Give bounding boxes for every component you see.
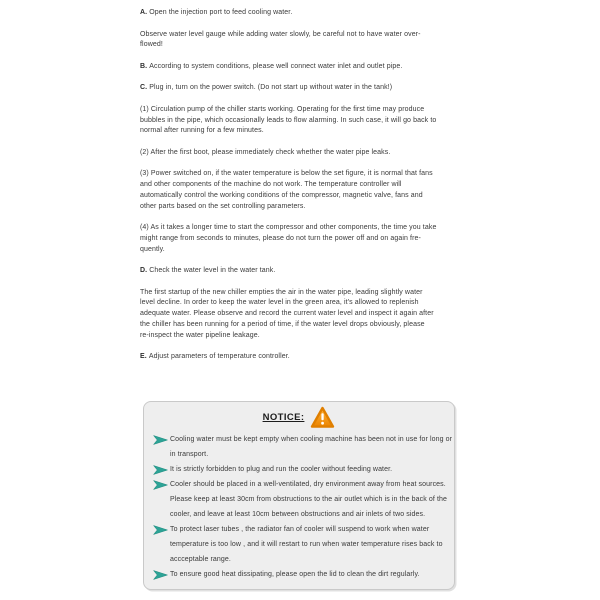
text-line: A. Open the injection port to feed cooling water. (140, 9, 293, 16)
arrow-right-icon (153, 480, 168, 490)
notice-item (170, 462, 446, 477)
notice-title: NOTICE: (262, 411, 305, 423)
text-line: flowed! (140, 41, 163, 49)
paragraph (140, 169, 464, 212)
notice-line: in transport. (170, 451, 209, 458)
step-letter: D. (140, 267, 150, 274)
text-line: the chiller has been running for a period of time, if the water level drops obviously, please (140, 320, 425, 328)
text-line: (1) Circulation pump of the chiller starts working. Operating for the first time may produce (140, 105, 425, 113)
text-line: (4) As it takes a longer time to start the compressor and other components, the time you take (140, 224, 437, 231)
paragraph (140, 8, 464, 19)
notice-item-list (144, 432, 454, 582)
text-line: quently. (140, 245, 165, 253)
text-line: and other components of the machine do not work. The temperature controller will (140, 181, 402, 188)
text-line: Observe water level gauge while adding water slowly, be careful not to have water over- (140, 30, 421, 38)
text-line: bubbles in the pipe, which occasionally leads to flow alarming. In such case, it will go back to (140, 116, 437, 124)
notice-box (143, 401, 455, 590)
text-line: The first startup of the new chiller empties the air in the water pipe, leading slightly water (140, 288, 423, 296)
paragraph (140, 83, 464, 94)
arrow-right-icon (153, 525, 168, 535)
text-line: re-inspect the water pipeline leakage. (140, 331, 260, 339)
step-letter: C. (140, 84, 150, 92)
text-line: adequate water. Please observe and record the current water level and inspect it again after (140, 310, 434, 317)
notice-item (170, 432, 453, 462)
paragraph (140, 105, 464, 137)
step-letter: E. (140, 353, 149, 360)
text-line: B. According to system conditions, please well connect water inlet and outlet pipe. (140, 62, 403, 70)
step-letter: B. (140, 62, 150, 70)
step-letter: A. (140, 9, 150, 16)
text-line: might range from seconds to minutes, please do not turn the power off and on again fre- (140, 234, 421, 242)
notice-item (170, 522, 446, 567)
paragraph (140, 148, 464, 159)
text-line: C. Plug in, turn on the power switch. (Do not start up without water in the tank!) (140, 84, 393, 92)
notice-header (144, 404, 454, 430)
notice-line: Please keep at least 30cm from obstructions to the air outlet which is in the back of the (170, 496, 447, 503)
text-line: E. Adjust parameters of temperature controller. (140, 353, 290, 360)
notice-line: Cooling water must be kept empty when cooling machine has been not in use for long or (170, 436, 453, 443)
instruction-text-block (140, 8, 464, 374)
notice-line: temperature is too low , and it will restart to run when water temperature rises back to (170, 541, 443, 548)
arrow-right-icon (153, 465, 168, 475)
notice-line: Cooler should be placed in a well-ventilated, dry environment away from heat sources. (170, 481, 446, 488)
arrow-right-icon (153, 570, 168, 580)
paragraph (140, 288, 464, 342)
notice-line: To ensure good heat dissipating, please open the lid to clean the dirt regularly. (170, 571, 420, 578)
text-line: automatically control the working conditions of the compressor, magnetic valve, fans and (140, 191, 423, 199)
text-line: normal after running for a few minutes. (140, 127, 264, 135)
text-line: level decline. In order to keep the water level in the green area, it's allowed to replenish (140, 299, 419, 307)
paragraph (140, 30, 464, 52)
paragraph (140, 352, 464, 363)
notice-line: It is strictly forbidden to plug and run the cooler without feeding water. (170, 466, 393, 473)
notice-item (170, 477, 446, 522)
arrow-right-icon (153, 435, 168, 445)
warning-triangle-icon (310, 406, 335, 429)
paragraph (140, 266, 464, 277)
text-line: (2) After the first boot, please immediately check whether the water pipe leaks. (140, 148, 391, 156)
text-line: D. Check the water level in the water tank. (140, 267, 276, 274)
text-line: other parts based on the set controlling parameters. (140, 202, 306, 210)
notice-line: accceptable range. (170, 556, 231, 563)
text-line: (3) Power switched on, if the water temperature is below the set figure, it is normal that fans (140, 170, 433, 178)
paragraph (140, 223, 464, 255)
notice-line: To protect laser tubes , the radiator fan of cooler will suspend to work when water (170, 526, 430, 533)
notice-item (170, 567, 446, 582)
paragraph (140, 62, 464, 73)
notice-line: cooler, and leave at least 10cm between obstructions and air inlets of two sides. (170, 511, 426, 518)
